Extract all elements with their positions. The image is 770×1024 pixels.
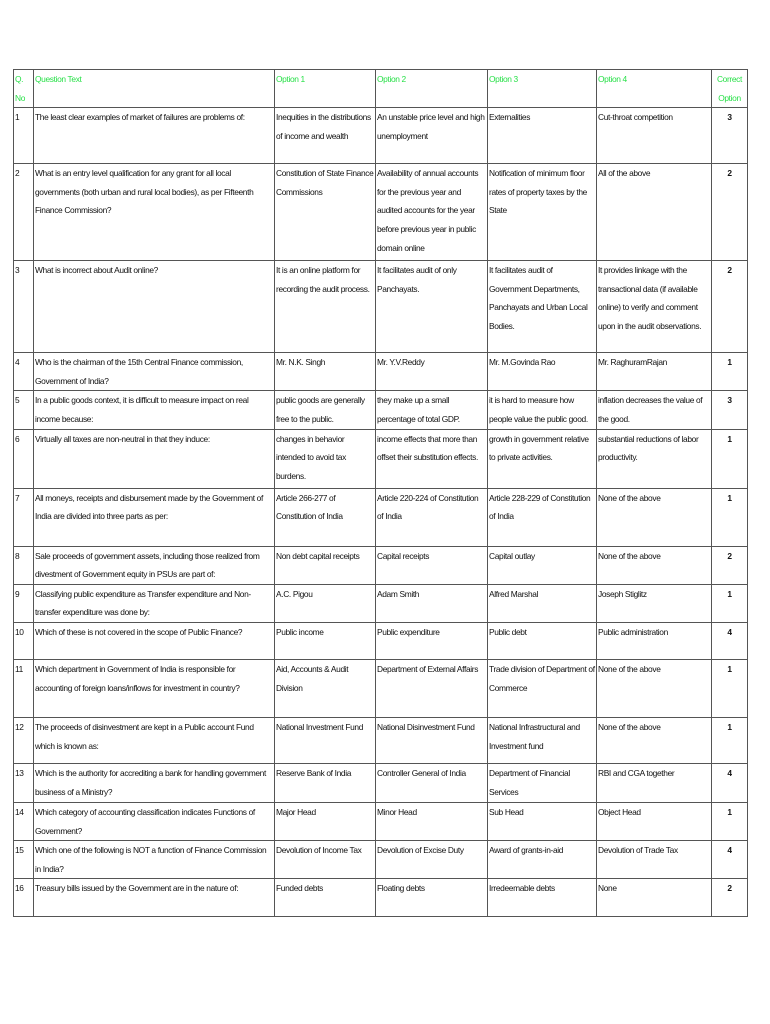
option-4: Cut-throat competition	[597, 108, 712, 164]
table-row	[14, 763, 748, 802]
table-row	[14, 622, 748, 659]
option-3: Capital outlay	[488, 546, 597, 584]
header-row	[14, 70, 748, 108]
option-1: Article 266-277 of Constitution of India	[275, 488, 376, 546]
correct-option: 1	[712, 353, 748, 391]
option-2: Mr. Y.V.Reddy	[376, 353, 488, 391]
option-2: Controller General of India	[376, 763, 488, 802]
option-3: Article 228-229 of Constitution of India	[488, 488, 597, 546]
option-3: Alfred Marshal	[488, 584, 597, 622]
option-1: It is an online platform for recording the audit process.	[275, 261, 376, 353]
table-row	[14, 584, 748, 622]
question-number: 16	[14, 879, 34, 917]
header-question: Question Text	[34, 70, 275, 108]
option-3: National Infrastructural and Investment fund	[488, 717, 597, 763]
table-row	[14, 802, 748, 840]
correct-option: 4	[712, 841, 748, 879]
table-row	[14, 261, 748, 353]
option-2: Public expenditure	[376, 622, 488, 659]
header-option3: Option 3	[488, 70, 597, 108]
correct-option: 3	[712, 391, 748, 429]
option-3: Award of grants-in-aid	[488, 841, 597, 879]
question-text: What is incorrect about Audit online?	[34, 261, 275, 353]
option-4: Mr. RaghuramRajan	[597, 353, 712, 391]
table-row	[14, 546, 748, 584]
correct-option: 1	[712, 584, 748, 622]
correct-option: 1	[712, 429, 748, 488]
option-2: National Disinvestment Fund	[376, 717, 488, 763]
question-number: 4	[14, 353, 34, 391]
table-row	[14, 164, 748, 261]
option-4: None of the above	[597, 717, 712, 763]
correct-option: 4	[712, 763, 748, 802]
option-3: it is hard to measure how people value the public good.	[488, 391, 597, 429]
option-3: Trade division of Department of Commerce	[488, 659, 597, 717]
option-1: Mr. N.K. Singh	[275, 353, 376, 391]
option-2: Capital receipts	[376, 546, 488, 584]
correct-option: 2	[712, 546, 748, 584]
option-1: public goods are generally free to the public.	[275, 391, 376, 429]
option-4: None	[597, 879, 712, 917]
header-option1: Option 1	[275, 70, 376, 108]
question-text: Treasury bills issued by the Government are in the nature of:	[34, 879, 275, 917]
option-4: inflation decreases the value of the good.	[597, 391, 712, 429]
table-row	[14, 841, 748, 879]
question-number: 8	[14, 546, 34, 584]
option-2: Minor Head	[376, 802, 488, 840]
question-number: 7	[14, 488, 34, 546]
option-1: Devolution of Income Tax	[275, 841, 376, 879]
header-qno: Q. No	[14, 70, 34, 108]
question-text: Which is the authority for accrediting a bank for handling government business of a Ministry?	[34, 763, 275, 802]
table-row	[14, 488, 748, 546]
option-1: Reserve Bank of India	[275, 763, 376, 802]
question-text: Virtually all taxes are non-neutral in that they induce:	[34, 429, 275, 488]
question-text: Which one of the following is NOT a function of Finance Commission in India?	[34, 841, 275, 879]
option-4: All of the above	[597, 164, 712, 261]
option-4: None of the above	[597, 488, 712, 546]
question-text: What is an entry level qualification for any grant for all local governments (both urban and rural local bodies), as per Fifteenth Finance Commission?	[34, 164, 275, 261]
question-text: Who is the chairman of the 15th Central Finance commission, Government of India?	[34, 353, 275, 391]
option-3: Notification of minimum floor rates of property taxes by the State	[488, 164, 597, 261]
question-number: 13	[14, 763, 34, 802]
question-number: 9	[14, 584, 34, 622]
option-3: growth in government relative to private activities.	[488, 429, 597, 488]
table-row	[14, 391, 748, 429]
option-1: Funded debts	[275, 879, 376, 917]
question-number: 2	[14, 164, 34, 261]
option-2: It facilitates audit of only Panchayats.	[376, 261, 488, 353]
option-2: Availability of annual accounts for the previous year and audited accounts for the year before previous year in public domain online	[376, 164, 488, 261]
option-1: Inequities in the distributions of income and wealth	[275, 108, 376, 164]
table-row	[14, 108, 748, 164]
option-1: Public income	[275, 622, 376, 659]
option-2: An unstable price level and high unemployment	[376, 108, 488, 164]
question-text: The proceeds of disinvestment are kept in a Public account Fund which is known as:	[34, 717, 275, 763]
option-2: Floating debts	[376, 879, 488, 917]
option-3: Externalities	[488, 108, 597, 164]
option-4: substantial reductions of labor productivity.	[597, 429, 712, 488]
question-text: The least clear examples of market of failures are problems of:	[34, 108, 275, 164]
table-row	[14, 879, 748, 917]
table-body	[14, 108, 748, 917]
option-3: Public debt	[488, 622, 597, 659]
question-text: Which category of accounting classification indicates Functions of Government?	[34, 802, 275, 840]
option-1: changes in behavior intended to avoid tax burdens.	[275, 429, 376, 488]
option-2: Devolution of Excise Duty	[376, 841, 488, 879]
question-text: Classifying public expenditure as Transfer expenditure and Non-transfer expenditure was done by:	[34, 584, 275, 622]
question-number: 12	[14, 717, 34, 763]
option-4: Object Head	[597, 802, 712, 840]
question-number: 15	[14, 841, 34, 879]
question-number: 1	[14, 108, 34, 164]
question-text: Which department in Government of India is responsible for accounting of foreign loans/inflows for investment in country?	[34, 659, 275, 717]
option-4: Joseph Stiglitz	[597, 584, 712, 622]
option-3: Department of Financial Services	[488, 763, 597, 802]
question-number: 3	[14, 261, 34, 353]
header-option4: Option 4	[597, 70, 712, 108]
correct-option: 4	[712, 622, 748, 659]
option-3: Irredeemable debts	[488, 879, 597, 917]
correct-option: 1	[712, 802, 748, 840]
correct-option: 2	[712, 879, 748, 917]
question-text: Sale proceeds of government assets, including those realized from divestment of Government equity in PSUs are part of:	[34, 546, 275, 584]
option-2: they make up a small percentage of total GDP.	[376, 391, 488, 429]
question-number: 11	[14, 659, 34, 717]
table-row	[14, 429, 748, 488]
option-2: Adam Smith	[376, 584, 488, 622]
table-row	[14, 659, 748, 717]
option-3: Mr. M.Govinda Rao	[488, 353, 597, 391]
option-1: Non debt capital receipts	[275, 546, 376, 584]
question-text: Which of these is not covered in the scope of Public Finance?	[34, 622, 275, 659]
option-4: Public administration	[597, 622, 712, 659]
correct-option: 2	[712, 164, 748, 261]
question-number: 5	[14, 391, 34, 429]
correct-option: 3	[712, 108, 748, 164]
correct-option: 2	[712, 261, 748, 353]
option-1: Aid, Accounts & Audit Division	[275, 659, 376, 717]
option-1: Major Head	[275, 802, 376, 840]
table-row	[14, 353, 748, 391]
option-4: RBI and CGA together	[597, 763, 712, 802]
option-2: income effects that more than offset their substitution effects.	[376, 429, 488, 488]
option-3: It facilitates audit of Government Departments, Panchayats and Urban Local Bodies.	[488, 261, 597, 353]
option-1: A.C. Pigou	[275, 584, 376, 622]
header-correct: Correct Option	[712, 70, 748, 108]
option-4: It provides linkage with the transactional data (if available online) to verify and comment upon in the audit observations.	[597, 261, 712, 353]
question-text: All moneys, receipts and disbursement made by the Government of India are divided into three parts as per:	[34, 488, 275, 546]
question-number: 10	[14, 622, 34, 659]
correct-option: 1	[712, 659, 748, 717]
question-text: In a public goods context, it is difficult to measure impact on real income because:	[34, 391, 275, 429]
correct-option: 1	[712, 488, 748, 546]
option-4: Devolution of Trade Tax	[597, 841, 712, 879]
option-4: None of the above	[597, 546, 712, 584]
option-4: None of the above	[597, 659, 712, 717]
option-1: Constitution of State Finance Commissions	[275, 164, 376, 261]
question-number: 14	[14, 802, 34, 840]
header-option2: Option 2	[376, 70, 488, 108]
option-1: National Investment Fund	[275, 717, 376, 763]
table-row	[14, 717, 748, 763]
question-table	[13, 69, 748, 917]
option-2: Article 220-224 of Constitution of India	[376, 488, 488, 546]
question-number: 6	[14, 429, 34, 488]
correct-option: 1	[712, 717, 748, 763]
option-3: Sub Head	[488, 802, 597, 840]
option-2: Department of External Affairs	[376, 659, 488, 717]
